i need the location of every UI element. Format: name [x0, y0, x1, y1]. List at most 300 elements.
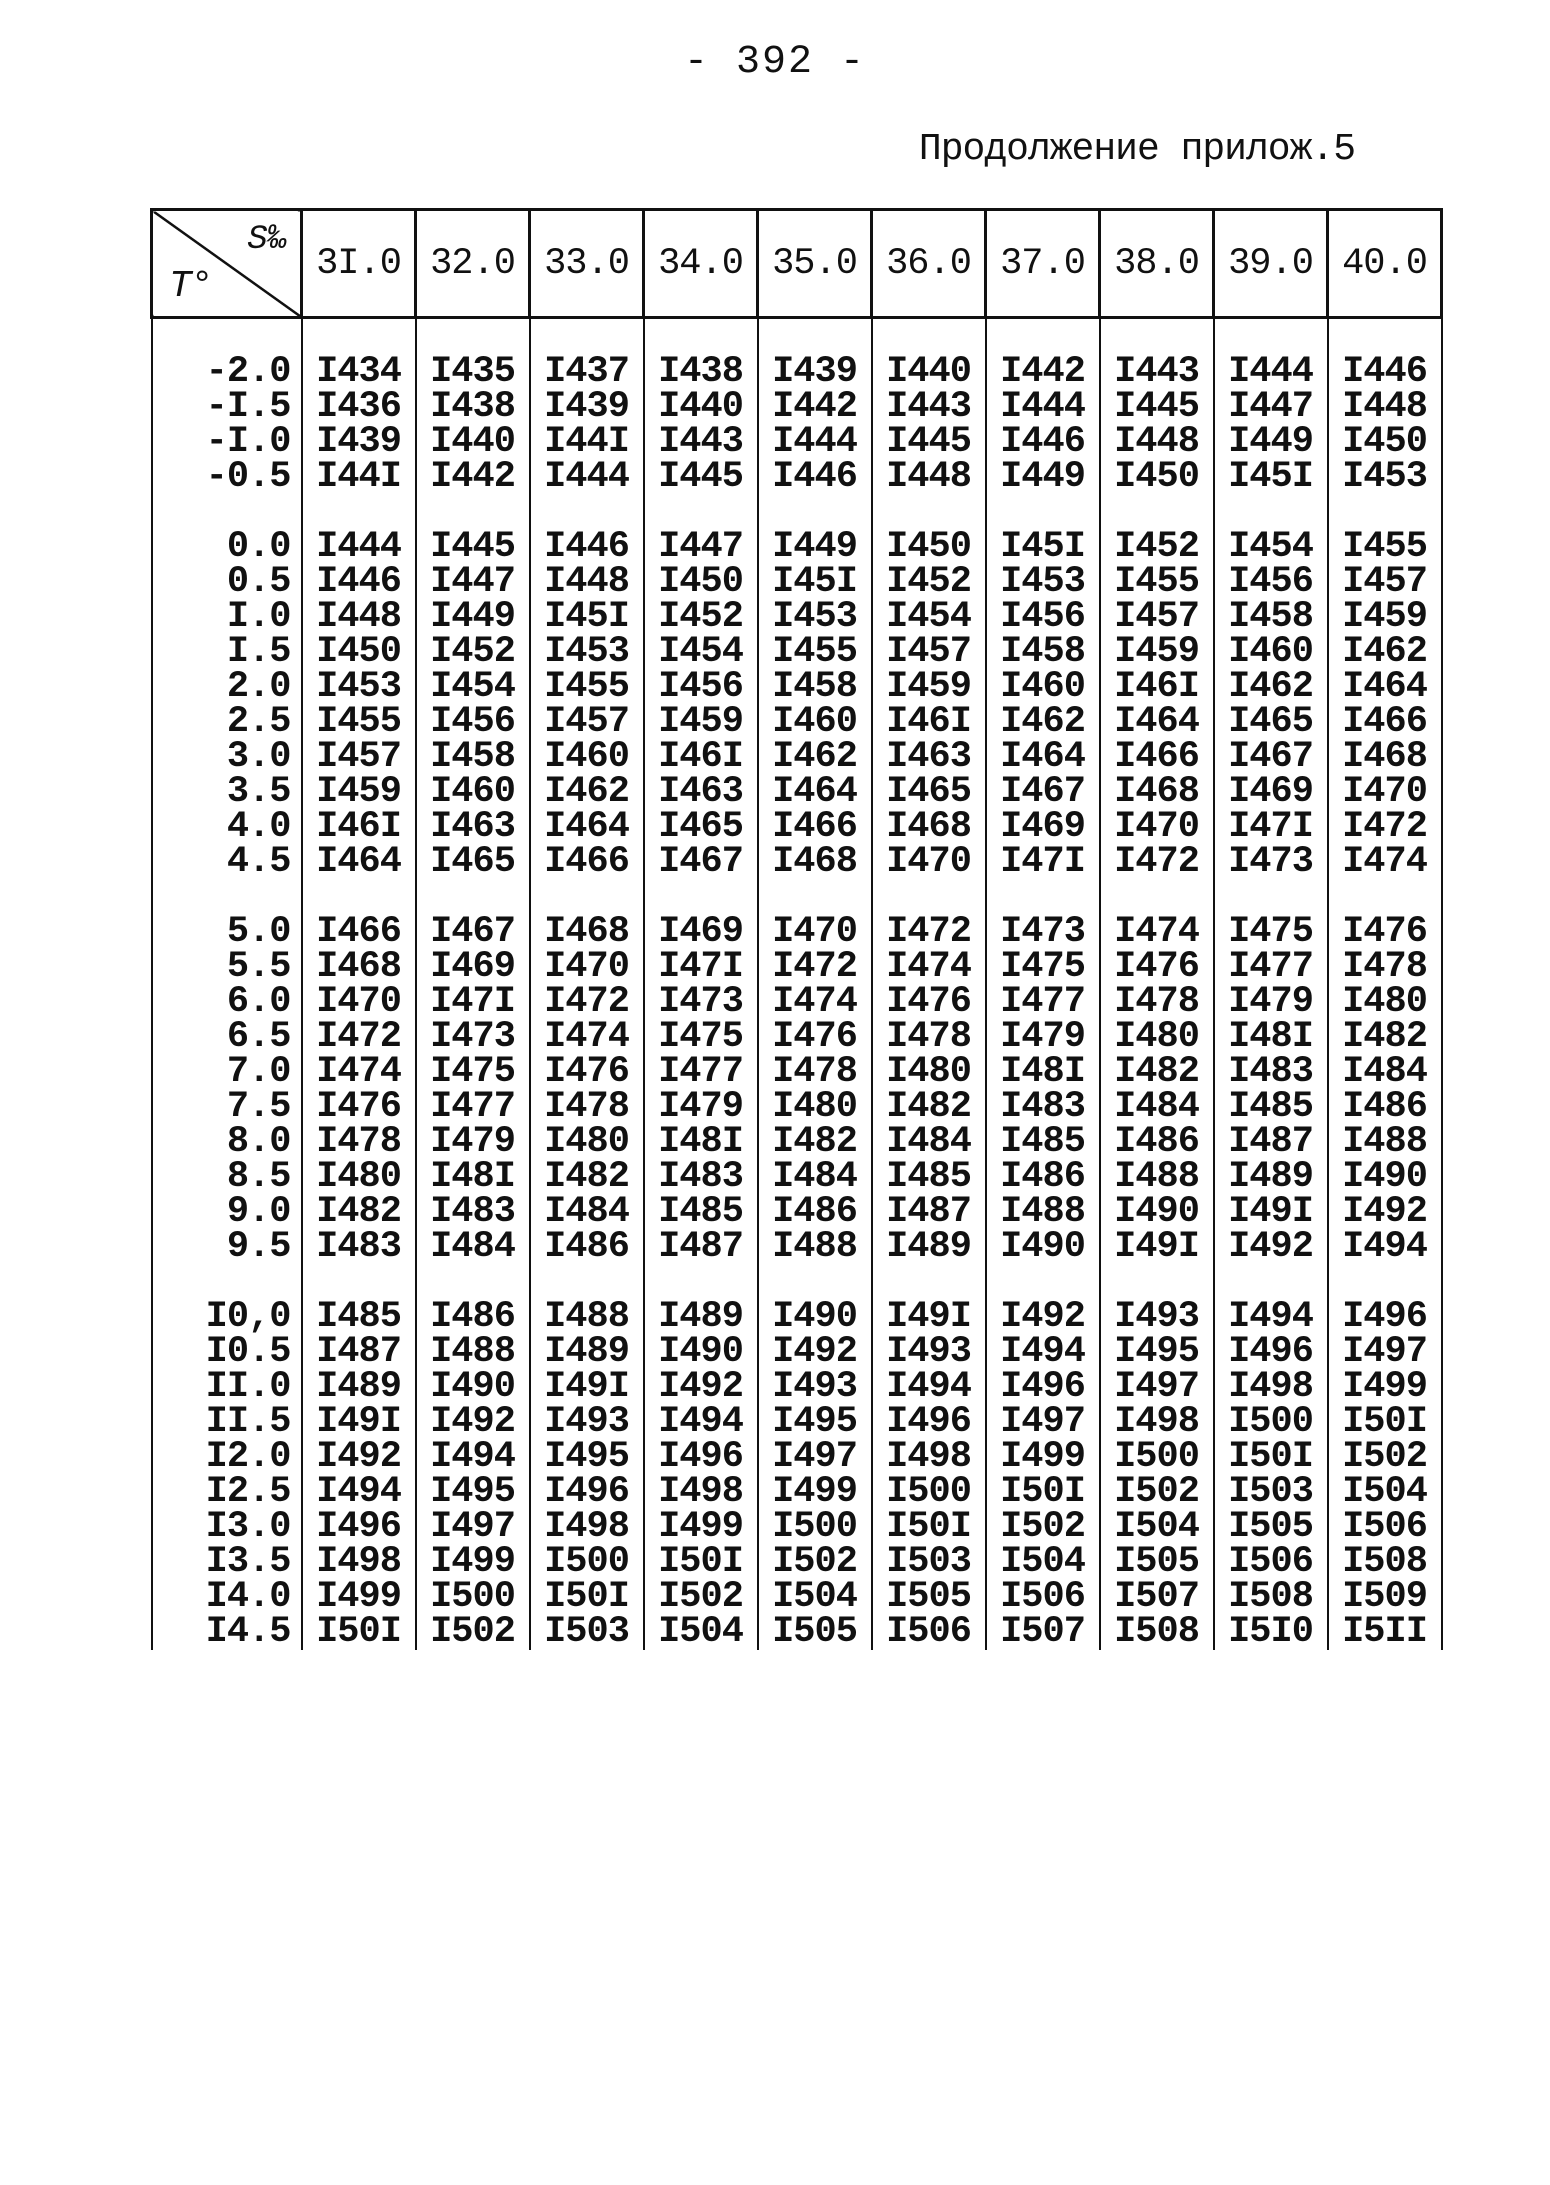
value-cell: I459 — [872, 670, 986, 705]
value-cell: I508 — [1100, 1615, 1214, 1650]
value-cell: I453 — [1328, 460, 1442, 495]
value-cell: I444 — [986, 390, 1100, 425]
value-cell: I476 — [758, 1020, 872, 1055]
value-cell: I477 — [416, 1090, 530, 1125]
temperature-cell: -0.5 — [152, 460, 302, 495]
value-cell: I455 — [758, 635, 872, 670]
value-cell: I458 — [758, 670, 872, 705]
table-row — [152, 355, 1442, 390]
value-cell: I470 — [872, 845, 986, 880]
value-cell: I506 — [872, 1615, 986, 1650]
value-cell: I492 — [302, 1440, 416, 1475]
value-cell: I477 — [1214, 950, 1328, 985]
value-cell: I480 — [1328, 985, 1442, 1020]
value-cell: I487 — [644, 1230, 758, 1265]
value-cell: I453 — [986, 565, 1100, 600]
value-cell: I448 — [1100, 425, 1214, 460]
value-cell: I450 — [644, 565, 758, 600]
value-cell: I474 — [1100, 915, 1214, 950]
value-cell: I488 — [986, 1195, 1100, 1230]
value-cell: I464 — [1328, 670, 1442, 705]
value-cell: I494 — [872, 1370, 986, 1405]
value-cell: I457 — [302, 740, 416, 775]
value-cell: I439 — [302, 425, 416, 460]
value-cell: I466 — [758, 810, 872, 845]
table-row — [152, 1230, 1442, 1265]
value-cell: I47I — [1214, 810, 1328, 845]
value-cell: I482 — [872, 1090, 986, 1125]
value-cell: I46I — [302, 810, 416, 845]
value-cell: I479 — [1214, 985, 1328, 1020]
table-row — [152, 915, 1442, 950]
value-cell: I496 — [302, 1510, 416, 1545]
temperature-cell: 7.5 — [152, 1090, 302, 1125]
value-cell: I507 — [986, 1615, 1100, 1650]
salinity-axis-label: S‰ — [247, 221, 286, 259]
value-cell: I496 — [644, 1440, 758, 1475]
table-row — [152, 1160, 1442, 1195]
value-cell: I489 — [644, 1300, 758, 1335]
continuation-caption: Продолжение прилож.5 — [918, 128, 1355, 171]
value-cell: I482 — [758, 1125, 872, 1160]
group-spacer — [152, 495, 1442, 530]
value-cell: I50I — [1328, 1405, 1442, 1440]
value-cell: I480 — [530, 1125, 644, 1160]
value-cell: I483 — [302, 1230, 416, 1265]
value-cell: I490 — [1100, 1195, 1214, 1230]
value-cell: I462 — [986, 705, 1100, 740]
table-row — [152, 1545, 1442, 1580]
temperature-cell: 7.0 — [152, 1055, 302, 1090]
value-cell: I442 — [986, 355, 1100, 390]
value-cell: I469 — [644, 915, 758, 950]
value-cell: I506 — [986, 1580, 1100, 1615]
value-cell: I465 — [416, 845, 530, 880]
value-cell: I47I — [986, 845, 1100, 880]
value-cell: I472 — [758, 950, 872, 985]
value-cell: I494 — [644, 1405, 758, 1440]
group-spacer — [152, 880, 1442, 915]
value-cell: I500 — [1214, 1405, 1328, 1440]
value-cell: I454 — [872, 600, 986, 635]
value-cell: I490 — [1328, 1160, 1442, 1195]
value-cell: I499 — [302, 1580, 416, 1615]
value-cell: I492 — [1328, 1195, 1442, 1230]
temperature-cell: 6.5 — [152, 1020, 302, 1055]
value-cell: I442 — [758, 390, 872, 425]
value-cell: I439 — [758, 355, 872, 390]
temperature-cell: I0,0 — [152, 1300, 302, 1335]
value-cell: I478 — [758, 1055, 872, 1090]
value-cell: I470 — [530, 950, 644, 985]
temperature-cell: 0.5 — [152, 565, 302, 600]
value-cell: I450 — [1328, 425, 1442, 460]
value-cell: I474 — [1328, 845, 1442, 880]
temperature-cell: 9.0 — [152, 1195, 302, 1230]
group-spacer — [152, 1265, 1442, 1300]
value-cell: I45I — [986, 530, 1100, 565]
value-cell: I459 — [302, 775, 416, 810]
value-cell: I445 — [644, 460, 758, 495]
value-cell: I452 — [416, 635, 530, 670]
temperature-cell: -I.5 — [152, 390, 302, 425]
value-cell: I449 — [986, 460, 1100, 495]
value-cell: I472 — [530, 985, 644, 1020]
value-cell: I486 — [530, 1230, 644, 1265]
value-cell: I494 — [986, 1335, 1100, 1370]
value-cell: I484 — [758, 1160, 872, 1195]
header-row — [152, 210, 1442, 318]
value-cell: I476 — [1100, 950, 1214, 985]
value-cell: I497 — [758, 1440, 872, 1475]
value-cell: I468 — [872, 810, 986, 845]
value-cell: I480 — [302, 1160, 416, 1195]
temperature-cell: I2.5 — [152, 1475, 302, 1510]
group-spacer — [152, 318, 1442, 356]
value-cell: I483 — [1214, 1055, 1328, 1090]
value-cell: I463 — [416, 810, 530, 845]
value-cell: I449 — [416, 600, 530, 635]
value-cell: I462 — [1214, 670, 1328, 705]
value-cell: I478 — [1328, 950, 1442, 985]
temperature-cell: 3.5 — [152, 775, 302, 810]
value-cell: I490 — [986, 1230, 1100, 1265]
value-cell: I453 — [302, 670, 416, 705]
temperature-cell: -I.0 — [152, 425, 302, 460]
value-cell: I504 — [758, 1580, 872, 1615]
value-cell: I463 — [872, 740, 986, 775]
temperature-cell: I.5 — [152, 635, 302, 670]
value-cell: I48I — [986, 1055, 1100, 1090]
value-cell: I508 — [1328, 1545, 1442, 1580]
value-cell: I50I — [1214, 1440, 1328, 1475]
value-cell: I46I — [644, 740, 758, 775]
value-cell: I479 — [986, 1020, 1100, 1055]
temperature-cell: I.0 — [152, 600, 302, 635]
value-cell: I476 — [872, 985, 986, 1020]
value-cell: I485 — [986, 1125, 1100, 1160]
value-cell: I449 — [1214, 425, 1328, 460]
table-row — [152, 1195, 1442, 1230]
value-cell: I504 — [1100, 1510, 1214, 1545]
value-cell: I499 — [1328, 1370, 1442, 1405]
table-row — [152, 1090, 1442, 1125]
value-cell: I506 — [1214, 1545, 1328, 1580]
value-cell: I500 — [872, 1475, 986, 1510]
value-cell: I497 — [1328, 1335, 1442, 1370]
value-cell: I492 — [416, 1405, 530, 1440]
value-cell: I434 — [302, 355, 416, 390]
value-cell: I455 — [1328, 530, 1442, 565]
value-cell: I492 — [644, 1370, 758, 1405]
temperature-cell: I2.0 — [152, 1440, 302, 1475]
value-cell: I458 — [1214, 600, 1328, 635]
value-cell: I487 — [872, 1195, 986, 1230]
value-cell: I497 — [1100, 1370, 1214, 1405]
value-cell: I456 — [986, 600, 1100, 635]
temperature-cell: 3.0 — [152, 740, 302, 775]
value-cell: I499 — [416, 1545, 530, 1580]
value-cell: I488 — [416, 1335, 530, 1370]
value-cell: I485 — [644, 1195, 758, 1230]
temperature-cell: 8.5 — [152, 1160, 302, 1195]
value-cell: I443 — [1100, 355, 1214, 390]
temperature-cell: 8.0 — [152, 1125, 302, 1160]
value-cell: I445 — [872, 425, 986, 460]
value-cell: I499 — [986, 1440, 1100, 1475]
table-row — [152, 1405, 1442, 1440]
table-row — [152, 1020, 1442, 1055]
value-cell: I470 — [1328, 775, 1442, 810]
value-cell: I498 — [872, 1440, 986, 1475]
value-cell: I447 — [644, 530, 758, 565]
value-cell: I475 — [1214, 915, 1328, 950]
value-cell: I497 — [416, 1510, 530, 1545]
value-cell: I502 — [986, 1510, 1100, 1545]
table-row — [152, 1440, 1442, 1475]
value-cell: I455 — [530, 670, 644, 705]
value-cell: I495 — [530, 1440, 644, 1475]
value-cell: I467 — [644, 845, 758, 880]
column-header: 36.0 — [872, 210, 986, 318]
value-cell: I497 — [986, 1405, 1100, 1440]
value-cell: I478 — [530, 1090, 644, 1125]
value-cell: I444 — [530, 460, 644, 495]
temperature-cell: 2.0 — [152, 670, 302, 705]
value-cell: I494 — [1214, 1300, 1328, 1335]
value-cell: I468 — [1100, 775, 1214, 810]
value-cell: I496 — [530, 1475, 644, 1510]
value-cell: I493 — [758, 1370, 872, 1405]
value-cell: I457 — [1328, 565, 1442, 600]
value-cell: I498 — [1214, 1370, 1328, 1405]
value-cell: I490 — [758, 1300, 872, 1335]
value-cell: I45I — [1214, 460, 1328, 495]
table-row — [152, 1370, 1442, 1405]
value-cell: I435 — [416, 355, 530, 390]
value-cell: I498 — [530, 1510, 644, 1545]
value-cell: I50I — [644, 1545, 758, 1580]
value-cell: I487 — [1214, 1125, 1328, 1160]
value-cell: I477 — [644, 1055, 758, 1090]
value-cell: I468 — [758, 845, 872, 880]
value-cell: I476 — [1328, 915, 1442, 950]
table-row — [152, 565, 1442, 600]
value-cell: I494 — [1328, 1230, 1442, 1265]
value-cell: I480 — [872, 1055, 986, 1090]
value-cell: I486 — [1100, 1125, 1214, 1160]
value-cell: I473 — [644, 985, 758, 1020]
value-cell: I465 — [644, 810, 758, 845]
temperature-cell: 4.0 — [152, 810, 302, 845]
value-cell: I472 — [1328, 810, 1442, 845]
value-cell: I495 — [416, 1475, 530, 1510]
value-cell: I448 — [302, 600, 416, 635]
table-row — [152, 705, 1442, 740]
value-cell: I440 — [872, 355, 986, 390]
value-cell: I452 — [1100, 530, 1214, 565]
value-cell: I489 — [302, 1370, 416, 1405]
table-row — [152, 810, 1442, 845]
value-cell: I504 — [1328, 1475, 1442, 1510]
value-cell: I483 — [644, 1160, 758, 1195]
temperature-cell: 6.0 — [152, 985, 302, 1020]
value-cell: I494 — [416, 1440, 530, 1475]
value-cell: I500 — [1100, 1440, 1214, 1475]
value-cell: I499 — [758, 1475, 872, 1510]
column-header: 33.0 — [530, 210, 644, 318]
value-cell: I488 — [1328, 1125, 1442, 1160]
value-cell: I494 — [302, 1475, 416, 1510]
value-cell: I454 — [416, 670, 530, 705]
value-cell: I488 — [758, 1230, 872, 1265]
value-cell: I502 — [416, 1615, 530, 1650]
value-cell: I460 — [530, 740, 644, 775]
value-cell: I440 — [416, 425, 530, 460]
value-cell: I469 — [1214, 775, 1328, 810]
value-cell: I472 — [1100, 845, 1214, 880]
value-cell: I484 — [530, 1195, 644, 1230]
table-row — [152, 1055, 1442, 1090]
value-cell: I467 — [1214, 740, 1328, 775]
table-row — [152, 775, 1442, 810]
value-cell: I446 — [302, 565, 416, 600]
value-cell: I447 — [1214, 390, 1328, 425]
value-cell: I486 — [758, 1195, 872, 1230]
value-cell: I476 — [530, 1055, 644, 1090]
value-cell: I466 — [530, 845, 644, 880]
value-cell: I498 — [644, 1475, 758, 1510]
value-cell: I49I — [1214, 1195, 1328, 1230]
value-cell: I457 — [872, 635, 986, 670]
value-cell: I492 — [758, 1335, 872, 1370]
value-cell: I492 — [1214, 1230, 1328, 1265]
value-cell: I483 — [986, 1090, 1100, 1125]
value-cell: I500 — [758, 1510, 872, 1545]
temperature-cell: 5.0 — [152, 915, 302, 950]
value-cell: I479 — [416, 1125, 530, 1160]
value-cell: I466 — [1100, 740, 1214, 775]
temperature-cell: I0.5 — [152, 1335, 302, 1370]
value-cell: I50I — [530, 1580, 644, 1615]
value-cell: I469 — [416, 950, 530, 985]
value-cell: I493 — [1100, 1300, 1214, 1335]
value-cell: I456 — [416, 705, 530, 740]
value-cell: I479 — [644, 1090, 758, 1125]
value-cell: I472 — [872, 915, 986, 950]
table-row — [152, 1335, 1442, 1370]
value-cell: I459 — [644, 705, 758, 740]
column-header: 37.0 — [986, 210, 1100, 318]
table-row — [152, 670, 1442, 705]
column-header: 32.0 — [416, 210, 530, 318]
value-cell: I48I — [1214, 1020, 1328, 1055]
value-cell: I503 — [1214, 1475, 1328, 1510]
value-cell: I440 — [644, 390, 758, 425]
value-cell: I464 — [530, 810, 644, 845]
value-cell: I447 — [416, 565, 530, 600]
value-cell: I446 — [986, 425, 1100, 460]
value-cell: I495 — [758, 1405, 872, 1440]
table-row — [152, 1475, 1442, 1510]
value-cell: I503 — [530, 1615, 644, 1650]
value-cell: I474 — [530, 1020, 644, 1055]
value-cell: I493 — [872, 1335, 986, 1370]
value-cell: I439 — [530, 390, 644, 425]
value-cell: I452 — [872, 565, 986, 600]
value-cell: I45I — [758, 565, 872, 600]
value-cell: I489 — [872, 1230, 986, 1265]
corner-cell — [152, 210, 302, 318]
value-cell: I438 — [644, 355, 758, 390]
value-cell: I465 — [1214, 705, 1328, 740]
value-cell: I482 — [302, 1195, 416, 1230]
temperature-cell: 5.5 — [152, 950, 302, 985]
value-cell: I459 — [1328, 600, 1442, 635]
value-cell: I468 — [530, 915, 644, 950]
column-header: 35.0 — [758, 210, 872, 318]
value-cell: I477 — [986, 985, 1100, 1020]
value-cell: I445 — [1100, 390, 1214, 425]
value-cell: I498 — [1100, 1405, 1214, 1440]
value-cell: I450 — [1100, 460, 1214, 495]
value-cell: I444 — [1214, 355, 1328, 390]
value-cell: I454 — [1214, 530, 1328, 565]
value-cell: I482 — [530, 1160, 644, 1195]
table-row — [152, 985, 1442, 1020]
table-row — [152, 530, 1442, 565]
value-cell: I436 — [302, 390, 416, 425]
value-cell: I488 — [530, 1300, 644, 1335]
value-cell: I49I — [1100, 1230, 1214, 1265]
value-cell: I450 — [872, 530, 986, 565]
page-number: - 392 - — [683, 40, 867, 85]
value-cell: I505 — [872, 1580, 986, 1615]
value-cell: I47I — [416, 985, 530, 1020]
value-cell: I444 — [758, 425, 872, 460]
value-cell: I490 — [416, 1370, 530, 1405]
value-cell: I50I — [986, 1475, 1100, 1510]
temperature-cell: I4.5 — [152, 1615, 302, 1650]
temperature-cell: -2.0 — [152, 355, 302, 390]
value-cell: I505 — [1100, 1545, 1214, 1580]
value-cell: I475 — [986, 950, 1100, 985]
value-cell: I485 — [302, 1300, 416, 1335]
value-cell: I496 — [872, 1405, 986, 1440]
value-cell: I452 — [644, 600, 758, 635]
value-cell: I493 — [530, 1405, 644, 1440]
value-cell: I505 — [758, 1615, 872, 1650]
column-header: 34.0 — [644, 210, 758, 318]
temperature-cell: I3.0 — [152, 1510, 302, 1545]
value-cell: I475 — [644, 1020, 758, 1055]
value-cell: I460 — [986, 670, 1100, 705]
value-cell: I475 — [416, 1055, 530, 1090]
value-cell: I455 — [302, 705, 416, 740]
temperature-axis-label: T° — [169, 265, 213, 308]
value-cell: I498 — [302, 1545, 416, 1580]
value-cell: I448 — [530, 565, 644, 600]
value-cell: I483 — [416, 1195, 530, 1230]
temperature-cell: 2.5 — [152, 705, 302, 740]
value-cell: I496 — [1214, 1335, 1328, 1370]
value-cell: I463 — [644, 775, 758, 810]
value-cell: I487 — [302, 1335, 416, 1370]
value-cell: I458 — [416, 740, 530, 775]
value-cell: I502 — [1328, 1440, 1442, 1475]
value-cell: I50I — [302, 1615, 416, 1650]
table-body — [152, 318, 1442, 1651]
